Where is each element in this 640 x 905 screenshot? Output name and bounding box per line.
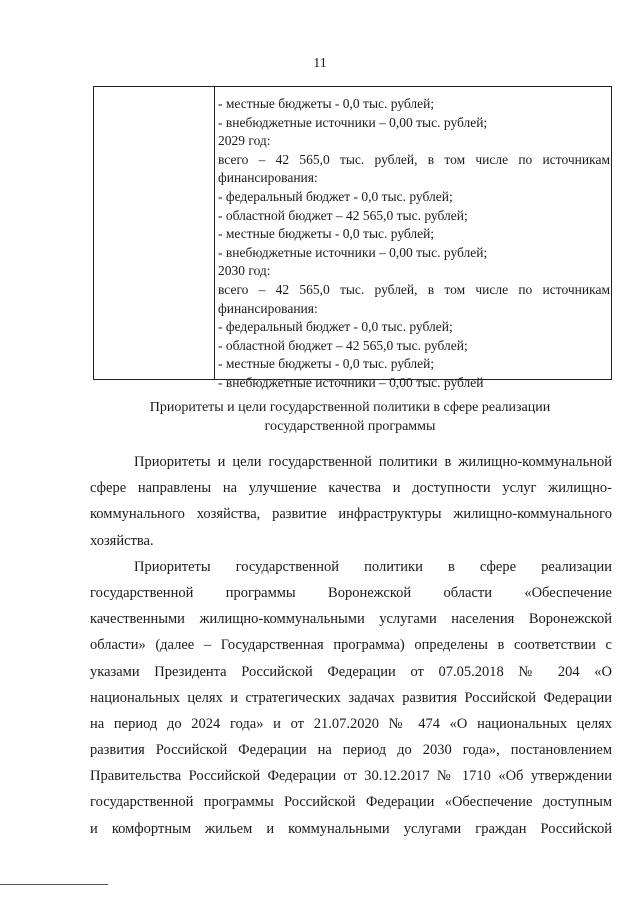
financing-total-line: всего – 42 565,0 тыс. рублей, в том числе по источникам [218,281,610,297]
section-heading-line: Приоритеты и цели государственной политики в сфере реализации [149,400,551,415]
body-text [90,449,612,842]
financing-total-line: всего – 42 565,0 тыс. рублей, в том числе по источникам [218,151,610,167]
financing-line: - местные бюджеты - 0,0 тыс. рублей; [218,96,435,111]
section-heading-line: государственной программы [264,419,436,434]
footer-divider [0,884,108,885]
paragraph-line: сфере направлены на улучшение качества и доступности услуг жилищно- [90,480,612,497]
paragraph-line: области» (далее – Государственная программа) определены в соответствии с [90,637,612,654]
financing-line: - федеральный бюджет - 0,0 тыс. рублей; [218,319,453,335]
paragraph-line: хозяйства. [90,532,154,549]
financing-line: - местные бюджеты - 0,0 тыс. рублей; [218,226,435,242]
financing-year: 2029 год: [218,133,271,149]
financing-year: 2030 год: [218,263,271,279]
paragraph-line: развития Российской Федерации на период до 2030 года», постановлением [90,742,612,759]
financing-line: - областной бюджет – 42 565,0 тыс. рублей; [218,207,468,223]
paragraph-line: государственной программы Российской Федерации «Обеспечение доступным [90,794,612,811]
table-value-cell [218,95,610,393]
section-heading [90,398,610,436]
paragraph-line: и комфортным жильем и коммунальными услугами граждан Российской [90,820,612,837]
paragraph-line: государственной программы Воронежской области «Обеспечение [90,584,612,601]
page-number: 11 [313,56,327,71]
paragraph-line: на период до 2024 года» и от 21.07.2020 № 474 «О национальных целях [90,715,612,732]
paragraph-line: коммунального хозяйства, развитие инфраструктуры жилищно-коммунального [90,506,612,523]
paragraph-line: национальных целях и стратегических задачах развития Российской Федерации [90,689,612,706]
financing-line: - внебюджетные источники – 0,00 тыс. рублей [218,374,484,390]
financing-line: - федеральный бюджет - 0,0 тыс. рублей; [218,188,453,204]
financing-line: финансирования: [218,300,318,316]
paragraph-line: Приоритеты государственной политики в сфере реализации [134,558,612,575]
paragraph-line: Правительства Российской Федерации от 30.12.2017 № 1710 «Об утверждении [90,768,612,785]
financing-line: - внебюджетные источники – 0,00 тыс. рублей; [218,114,488,130]
financing-line: - местные бюджеты - 0,0 тыс. рублей; [218,356,435,372]
financing-line: финансирования: [218,170,318,186]
table-label-cell [94,87,215,379]
financing-line: - областной бюджет – 42 565,0 тыс. рублей; [218,337,468,353]
paragraph-line: Приоритеты и цели государственной политики в жилищно-коммунальной [134,454,612,470]
financing-line: - внебюджетные источники – 0,00 тыс. рублей; [218,244,488,260]
financing-table [93,86,612,390]
paragraph-line: качественными жилищно-коммунальными услугами населения Воронежской [90,611,612,628]
paragraph-line: указами Президента Российской Федерации от 07.05.2018 № 204 «О [90,663,612,680]
